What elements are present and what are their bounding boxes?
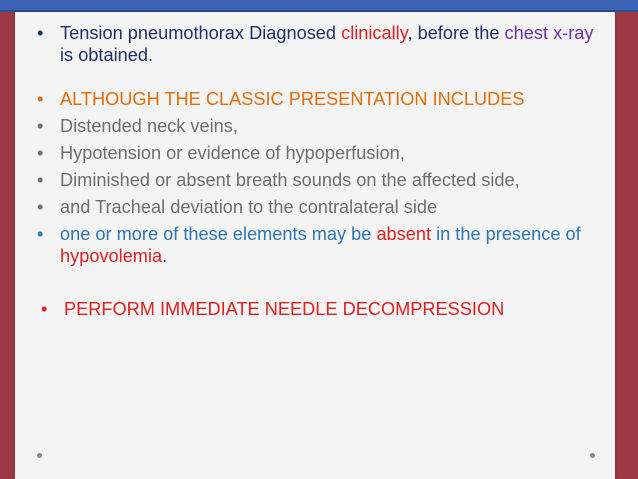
bullet-text	[60, 197, 437, 217]
bullet-item-tracheal-deviation	[35, 196, 595, 218]
bullet-icon: •	[37, 89, 44, 109]
decorative-dot-right	[590, 453, 595, 458]
bullet-icon: •	[37, 170, 44, 190]
text-segment: Distended neck veins,	[60, 116, 238, 136]
bullet-text	[60, 170, 520, 190]
bullet-icon: •	[37, 197, 44, 217]
bullet-text	[60, 23, 594, 65]
content-panel	[15, 12, 615, 479]
bullet-text	[60, 224, 581, 266]
text-segment: Hypotension or evidence of hypoperfusion,	[60, 143, 405, 163]
text-segment: absent	[376, 224, 432, 244]
decorative-dot-left	[37, 453, 42, 458]
bullet-item-needle-decompression	[39, 298, 595, 320]
bullet-text	[60, 143, 405, 163]
text-segment: hypovolemia	[60, 246, 163, 266]
text-segment: chest x-ray	[504, 23, 594, 43]
text-segment: PERFORM IMMEDIATE NEEDLE DECOMPRESSION	[64, 299, 505, 319]
text-segment: Diminished or absent breath sounds on the affected side,	[60, 170, 520, 190]
bullet-icon: •	[37, 116, 44, 136]
bullet-icon: •	[41, 299, 48, 319]
text-segment: .	[162, 246, 168, 266]
bullet-text	[60, 116, 238, 136]
bullet-text	[60, 89, 525, 109]
bullet-item-hypotension	[35, 142, 595, 164]
text-segment: Tension pneumothorax Diagnosed	[60, 23, 342, 43]
text-segment: one or more of these elements may be	[60, 224, 377, 244]
top-accent-bar	[0, 0, 638, 12]
bullet-list	[35, 22, 595, 320]
bullet-text	[64, 299, 504, 319]
bullet-item-classic-presentation	[35, 88, 595, 110]
text-segment: ALTHOUGH THE CLASSIC PRESENTATION INCLUDES	[60, 89, 525, 109]
text-segment: clinically	[341, 23, 408, 43]
bullet-item-neck-veins	[35, 115, 595, 137]
text-segment: , before the	[407, 23, 505, 43]
bullet-icon: •	[37, 143, 44, 163]
text-segment: in the presence of	[431, 224, 581, 244]
bullet-icon: •	[37, 224, 44, 244]
bullet-icon: •	[37, 23, 44, 43]
text-segment: is obtained.	[60, 45, 154, 65]
bullet-item-breath-sounds	[35, 169, 595, 191]
bullet-item-diagnosis	[35, 22, 595, 66]
bullet-item-hypovolemia	[35, 223, 595, 267]
text-segment: and Tracheal deviation to the contralateral side	[60, 197, 438, 217]
